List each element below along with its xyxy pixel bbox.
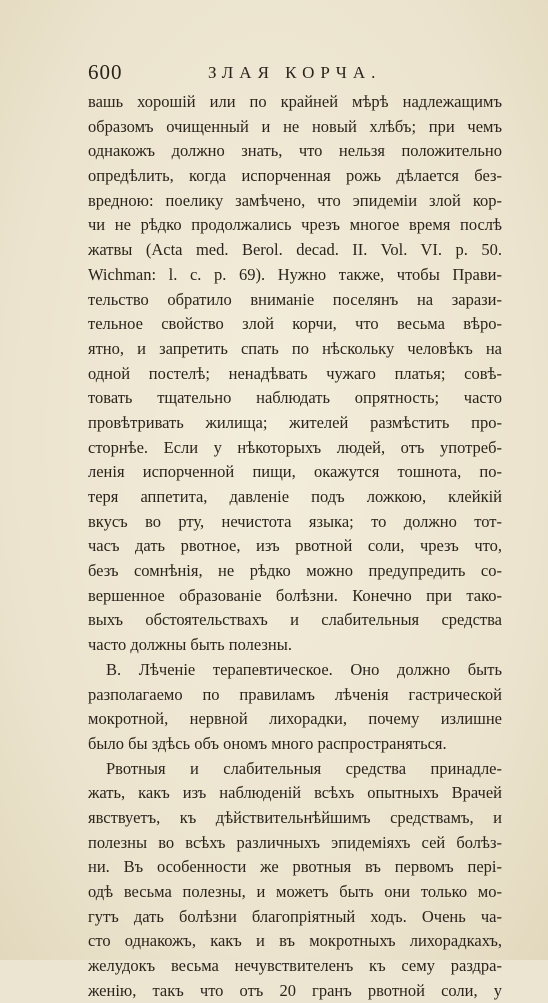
text-line: чи не рѣдко продолжались чрезъ многое время послѣ [88, 215, 502, 235]
text-line: было бы здѣсь объ ономъ много распространяться. [88, 733, 447, 753]
text-line: часъ дать рвотное, изъ рвотной соли, чрезъ что, [88, 536, 502, 556]
text-line: часто должны быть полезны. [88, 635, 292, 655]
text-line: вершенное образованіе болѣзни. Конечно при тако- [88, 585, 502, 605]
body-text [88, 90, 502, 1003]
text-line: явствуетъ, къ дѣйствительнѣйшимъ средствамъ, и [88, 807, 502, 827]
text-line: вредною: поелику замѣчено, что эпидеміи злой кор- [88, 190, 502, 210]
text-line: однакожъ должно знать, что нельзя положительно [88, 141, 502, 161]
text-line: Рвотныя и слабительныя средства принадле- [106, 758, 502, 778]
text-line: полезны во всѣхъ различныхъ эпидеміяхъ сей болѣз- [88, 832, 502, 852]
text-line: ни. Въ особенности же рвотныя въ первомъ пері- [88, 857, 502, 877]
text-line: вкусъ во рту, нечистота языка; то должно тот- [88, 511, 502, 531]
page-header [88, 60, 468, 86]
text-line: опредѣлить, когда испорченная рожь дѣлается без- [88, 166, 502, 186]
text-line: жать, какъ изъ наблюденій всѣхъ опытныхъ Врачей [88, 783, 502, 803]
text-line: разполагаемо по правиламъ лѣченія гастрической [88, 684, 502, 704]
text-line: одной постелѣ; ненадѣвать чужаго платья; совѣ- [88, 363, 502, 383]
text-line: женію, такъ что отъ 20 гранъ рвотной соли, у [88, 980, 502, 1000]
text-line: тельство обратило вниманіе поселянъ на зарази- [88, 289, 502, 309]
text-line: желудокъ весьма нечувствителенъ къ сему раздра- [88, 956, 502, 976]
running-title: ЗЛАЯ КОРЧА. [208, 63, 382, 82]
text-line: сторнѣе. Если у нѣкоторыхъ людей, отъ употреб- [88, 437, 502, 457]
text-line: В. Лѣченіе терапевтическое. Оно должно быть [106, 659, 502, 679]
text-line: теря аппетита, давленіе подъ ложкою, клейкій [88, 487, 502, 506]
text-line: безъ сомнѣнія, не рѣдко можно предупредить со- [88, 561, 502, 581]
text-line: сто однакожъ, какъ и въ мокротныхъ лихорадкахъ, [88, 931, 502, 951]
text-line: гутъ дать болѣзни благопріятный ходъ. Очень ча- [88, 906, 502, 926]
page-number: 600 [88, 60, 123, 84]
text-line: ленія испорченной пищи, окажутся тошнота, по- [88, 462, 502, 482]
text-line: товать тщательно наблюдать опрятность; часто [88, 388, 502, 408]
text-line: тельное свойство злой корчи, что весьма вѣро- [88, 314, 502, 334]
text-line: мокротной, нервной лихорадки, почему излишне [88, 709, 502, 729]
text-line: образомъ очищенный и не новый хлѣбъ; при чемъ [88, 116, 502, 136]
text-line: ятно, и запретить спать по нѣскольку человѣкъ на [88, 338, 502, 358]
text-line: Wichman: l. c. p. 69). Нужно также, чтобы Прави- [88, 264, 502, 284]
text-line: одѣ весьма полезны, и можетъ быть они только мо- [88, 882, 502, 901]
text-line: выхъ обстоятельствахъ и слабительныя средства [88, 610, 502, 630]
text-line: провѣтривать жилища; жителей размѣстить про- [88, 412, 502, 432]
text-line: вашь хорошій или по крайней мѣрѣ надлежащимъ [88, 92, 502, 111]
text-line: жатвы (Acta med. Berol. decad. II. Vol. VI. p. 50. [88, 240, 502, 260]
